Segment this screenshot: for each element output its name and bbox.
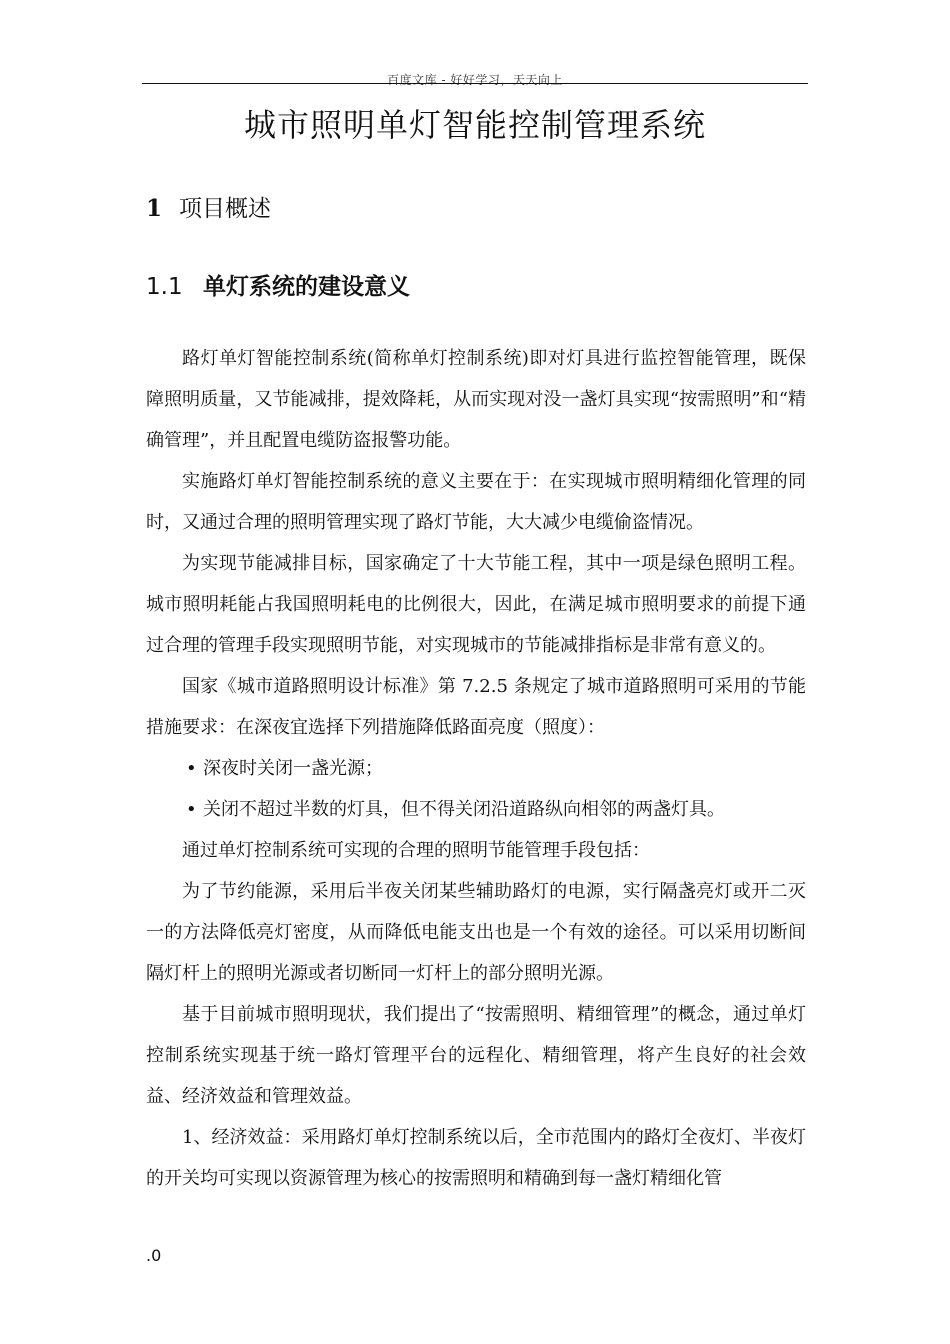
section-title: 项目概述 bbox=[179, 196, 271, 222]
header-divider bbox=[142, 83, 808, 84]
section-heading-1 bbox=[146, 190, 271, 223]
bullet-dot-icon: • bbox=[186, 799, 197, 820]
paragraph: 为了节约能源，采用后半夜关闭某些辅助路灯的电源，实行隔盏亮灯或开二灭一的方法降低亮灯密度，从而降低电能支出也是一个有效的途径。可以采用切断间隔灯杆上的照明光源或者切断同一灯杆上的部分照明光源。 bbox=[146, 881, 806, 984]
paragraph: 通过单灯控制系统可实现的合理的照明节能管理手段包括： bbox=[182, 840, 650, 861]
document-title: 城市照明单灯智能控制管理系统 bbox=[243, 106, 706, 144]
bullet-item bbox=[146, 789, 806, 830]
section-number: 1 bbox=[146, 195, 163, 222]
subsection-number: 1.1 bbox=[146, 274, 183, 300]
body-text bbox=[146, 338, 806, 1199]
paragraph: 实施路灯单灯智能控制系统的意义主要在于：在实现城市照明精细化管理的同时，又通过合理的照明管理实现了路灯节能，大大减少电缆偷盗情况。 bbox=[146, 471, 806, 533]
paragraph: 1、经济效益：采用路灯单灯控制系统以后，全市范围内的路灯全夜灯、半夜灯的开关均可实现以资源管理为核心的按需照明和精确到每一盏灯精细化管 bbox=[146, 1127, 806, 1189]
bullet-text: 关闭不超过半数的灯具，但不得关闭沿道路纵向相邻的两盏灯具。 bbox=[203, 799, 725, 820]
section-heading-1-1 bbox=[146, 268, 410, 301]
paragraph: 路灯单灯智能控制系统(简称单灯控制系统)即对灯具进行监控智能管理，既保障照明质量，又节能减排，提效降耗，从而实现对没一盏灯具实现“按需照明”和“精确管理”，并且配置电缆防盗报警功能。 bbox=[146, 348, 806, 451]
bullet-dot-icon: • bbox=[186, 758, 197, 779]
paragraph: 为实现节能减排目标，国家确定了十大节能工程，其中一项是绿色照明工程。城市照明耗能占我国照明耗电的比例很大，因此，在满足城市照明要求的前提下通过合理的管理手段实现照明节能，对实现城市的节能减排指标是非常有意义的。 bbox=[146, 553, 806, 656]
page-header-text: 百度文库 - 好好学习，天天向上 bbox=[387, 73, 563, 87]
bullet-text: 深夜时关闭一盏光源； bbox=[203, 758, 383, 779]
paragraph: 基于目前城市照明现状，我们提出了“按需照明、精细管理”的概念，通过单灯控制系统实现基于统一路灯管理平台的远程化、精细管理，将产生良好的社会效益、经济效益和管理效益。 bbox=[146, 1004, 806, 1107]
paragraph: 国家《城市道路照明设计标准》第 7.2.5 条规定了城市道路照明可采用的节能措施要求：在深夜宜选择下列措施降低路面亮度（照度）： bbox=[146, 676, 806, 738]
page-footer-mark: .0 bbox=[146, 1246, 162, 1265]
subsection-title: 单灯系统的建设意义 bbox=[203, 274, 410, 300]
bullet-item bbox=[146, 748, 806, 789]
bullet-list bbox=[146, 748, 806, 830]
